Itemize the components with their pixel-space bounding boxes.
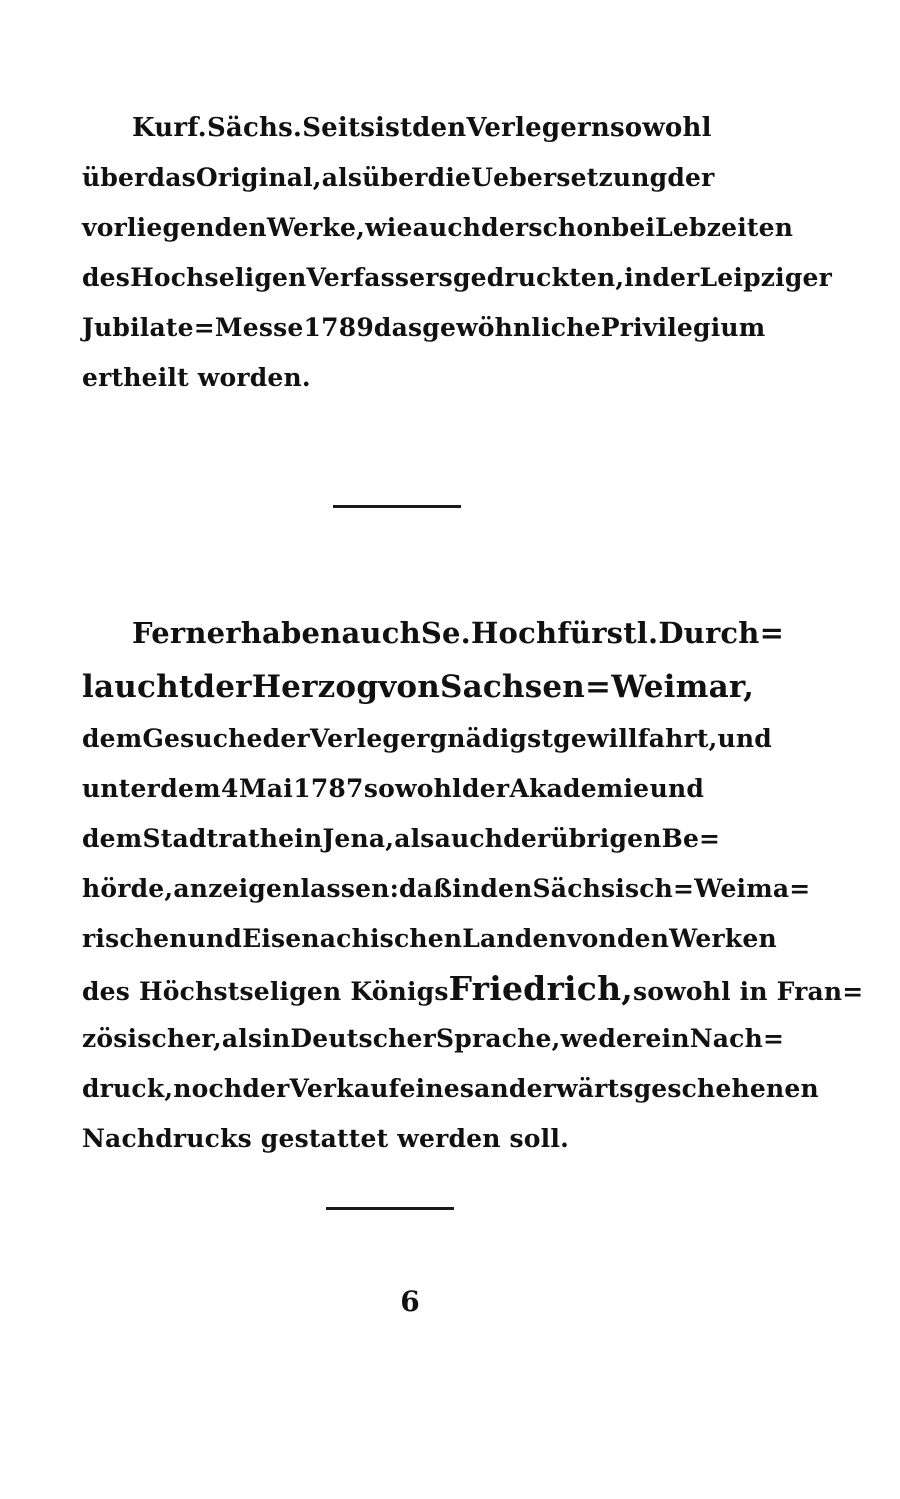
word: dem: [160, 774, 221, 803]
section-divider: [333, 505, 461, 508]
text-line: [82, 606, 785, 660]
word: über: [82, 163, 148, 192]
word: dem: [82, 824, 143, 853]
privilege-notice-weimar: [82, 606, 864, 1164]
word: gewillfahrt,: [553, 724, 718, 753]
word: Eisenachischen: [242, 924, 463, 953]
text-line: [82, 814, 721, 864]
word: Hochseligen: [130, 263, 307, 292]
word: und: [187, 924, 243, 953]
word: eines: [399, 1074, 475, 1103]
word: Deutscher: [290, 1024, 437, 1053]
text-line: [82, 864, 811, 914]
word: schon: [528, 213, 612, 242]
word: das: [147, 163, 196, 192]
word: Kurf.: [132, 113, 207, 143]
word: Sächsisch: [532, 874, 674, 903]
word: in: [624, 263, 653, 292]
word: gnädigst: [429, 724, 554, 753]
word: sowohl: [363, 774, 462, 803]
word: dem: [82, 724, 143, 753]
word: der: [667, 163, 715, 192]
word: Nach=: [689, 1024, 785, 1053]
word: haben: [240, 616, 342, 650]
word: Verkauf: [289, 1074, 400, 1103]
word: ein: [645, 1024, 690, 1053]
word: der: [262, 724, 310, 753]
word: ist: [375, 113, 413, 143]
word: Weima=: [694, 874, 811, 903]
word: in: [294, 824, 323, 853]
word: =: [585, 669, 612, 705]
text-line: [82, 153, 715, 203]
word: der: [652, 263, 700, 292]
text-line: [82, 1064, 819, 1114]
word: Jubilate: [82, 313, 194, 342]
word: zösischer,: [82, 1024, 222, 1053]
word: Hochfürstl.: [470, 616, 659, 650]
word: und: [649, 774, 704, 803]
word: gedruckten,: [452, 263, 625, 292]
word: Ferner: [132, 616, 241, 650]
word: den: [480, 874, 533, 903]
word: der: [462, 774, 510, 803]
word: 1787: [293, 774, 364, 803]
text-line: [82, 103, 712, 153]
word: Verleger: [309, 724, 430, 753]
word: druck,: [82, 1074, 174, 1103]
word: von: [378, 669, 441, 705]
word: weder: [560, 1024, 646, 1053]
word: als: [321, 163, 363, 192]
text-segment: sowohl in Fran=: [632, 977, 864, 1006]
word: in: [452, 874, 481, 903]
word: Verfassers: [306, 263, 453, 292]
word: Akademie: [509, 774, 650, 803]
text-line: [82, 203, 794, 253]
word: Stadtrathe: [142, 824, 295, 853]
word: vorliegenden: [82, 213, 267, 242]
section-divider: [326, 1207, 454, 1210]
word: geschehenen: [633, 1074, 819, 1103]
word: bei: [611, 213, 656, 242]
text-line: [82, 764, 704, 814]
text-line: ertheilt worden.: [82, 363, 311, 392]
word: Lebzeiten: [655, 213, 794, 242]
word: der: [503, 824, 551, 853]
word: Uebersetzung: [471, 163, 668, 192]
word: die: [427, 163, 472, 192]
word: Original,: [195, 163, 322, 192]
word: laucht: [82, 669, 194, 705]
royal-name: Friedrich,: [448, 969, 633, 1008]
word: auch: [341, 616, 421, 650]
word: Privilegium: [600, 313, 766, 342]
text-line: [82, 714, 772, 764]
word: Messe: [214, 313, 304, 342]
word: Sachsen: [440, 669, 586, 705]
text-line: [82, 1014, 785, 1064]
word: von: [566, 924, 617, 953]
word: sowohl: [609, 113, 712, 143]
word: als: [221, 1024, 263, 1053]
word: =: [193, 313, 215, 342]
word: Jena,: [322, 824, 395, 853]
word: unter: [82, 774, 160, 803]
word: hörde,: [82, 874, 174, 903]
text-line: [82, 964, 864, 1014]
privilege-notice-saxony: [82, 103, 832, 403]
word: anzeigen: [173, 874, 301, 903]
text-line: Nachdrucks gestattet werden soll.: [82, 1124, 569, 1153]
word: der: [193, 669, 252, 705]
word: noch: [173, 1074, 243, 1103]
word: Landen: [462, 924, 567, 953]
word: =: [673, 874, 695, 903]
word: lassen:: [300, 874, 400, 903]
word: auch: [412, 213, 482, 242]
word: Be=: [661, 824, 721, 853]
word: den: [412, 113, 467, 143]
word: Se.: [420, 616, 471, 650]
text-line: [82, 253, 832, 303]
word: Werke,: [266, 213, 366, 242]
page-number: 6: [400, 1285, 420, 1318]
word: über: [362, 163, 428, 192]
word: Mai: [238, 774, 293, 803]
word: des: [82, 263, 131, 292]
word: anderwärts: [474, 1074, 634, 1103]
word: 4: [221, 774, 239, 803]
word: übrigen: [550, 824, 662, 853]
text-line: [82, 660, 755, 714]
word: Verlegern: [466, 113, 610, 143]
word: das: [373, 313, 423, 342]
word: Weimar,: [611, 669, 755, 705]
word: und: [717, 724, 772, 753]
word: 1789: [303, 313, 374, 342]
word: Seits: [302, 113, 376, 143]
word: auch: [434, 824, 504, 853]
word: Sächs.: [206, 113, 303, 143]
word: den: [616, 924, 670, 953]
word: Gesuche: [142, 724, 263, 753]
word: Sprache,: [436, 1024, 561, 1053]
word: Herzog: [251, 669, 379, 705]
text-line: [82, 914, 777, 964]
word: Leipziger: [699, 263, 832, 292]
word: der: [242, 1074, 290, 1103]
word: rischen: [82, 924, 188, 953]
word: der: [481, 213, 529, 242]
text-line: [82, 303, 766, 353]
word: Werken: [669, 924, 777, 953]
text-segment: des Höchstseligen Königs: [82, 977, 449, 1006]
word: in: [262, 1024, 291, 1053]
word: Durch=: [658, 616, 785, 650]
word: als: [394, 824, 435, 853]
word: gewöhnliche: [422, 313, 601, 342]
word: daß: [399, 874, 453, 903]
word: wie: [365, 213, 413, 242]
